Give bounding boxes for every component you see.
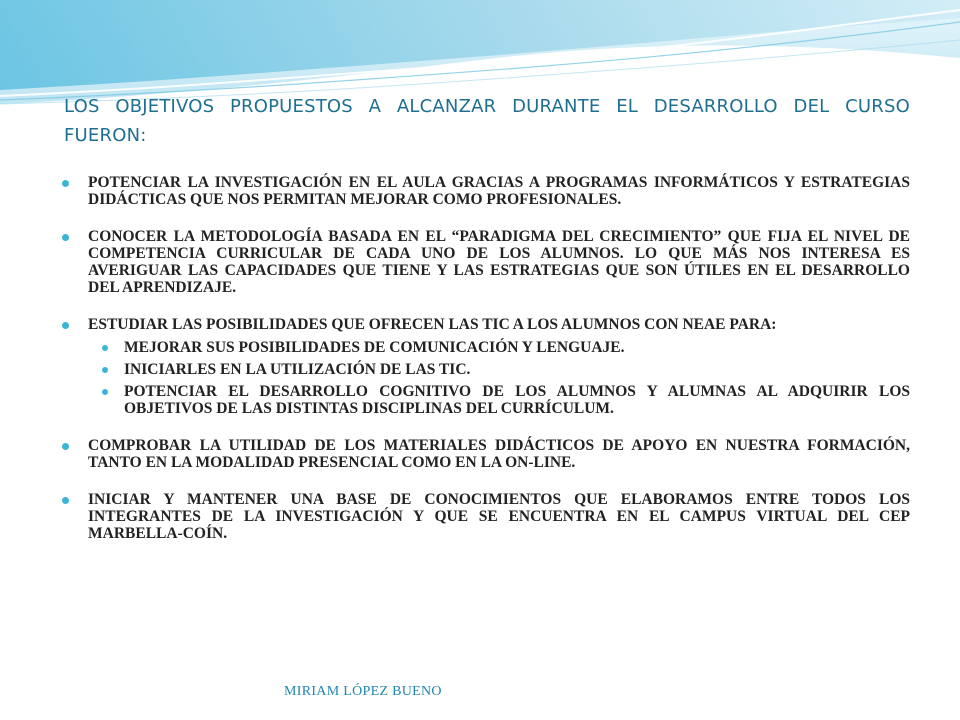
bullet-icon [62,234,69,241]
list-item-text: INICIAR Y MANTENER UNA BASE DE CONOCIMIENTOS QUE ELABORAMOS ENTRE TODOS LOS INTEGRANTES DE LA INVESTIGACIÓN Y QUE SE ENCUENTRA EN EL CAMPUS VIRTUAL DEL CEP MARBELLA-COÍN. [88,491,910,542]
list-item [62,174,910,208]
sub-list-item [88,339,910,356]
sub-list-item-text: POTENCIAR EL DESARROLLO COGNITIVO DE LOS ALUMNOS Y ALUMNAS AL ADQUIRIR LOS OBJETIVOS DE LAS DISTINTAS DISCIPLINAS DEL CURRÍCULUM. [124,383,910,417]
bullet-icon [102,389,108,395]
bullet-icon [62,443,69,450]
bullet-icon [62,497,69,504]
objectives-content [62,174,910,562]
sub-list-item [88,361,910,378]
list-item [62,316,910,417]
list-item [62,491,910,542]
bullet-icon [62,180,69,187]
bullet-icon [102,367,108,373]
list-item-text: ESTUDIAR LAS POSIBILIDADES QUE OFRECEN LAS TIC A LOS ALUMNOS CON NEAE PARA: [88,316,777,333]
list-item-text: POTENCIAR LA INVESTIGACIÓN EN EL AULA GRACIAS A PROGRAMAS INFORMÁTICOS Y ESTRATEGIAS DIDÁCTICAS QUE NOS PERMITAN MEJORAR COMO PROFESIONALES. [88,174,910,208]
list-item-text: COMPROBAR LA UTILIDAD DE LOS MATERIALES DIDÁCTICOS DE APOYO EN NUESTRA FORMACIÓN, TANTO EN LA MODALIDAD PRESENCIAL COMO EN LA ON-LINE. [88,437,910,471]
sub-list-item [88,383,910,417]
bullet-icon [102,345,108,351]
list-item [62,437,910,471]
bullet-icon [62,322,69,329]
objectives-list [62,174,910,542]
slide-title: LOS OBJETIVOS PROPUESTOS A ALCANZAR DURANTE EL DESARROLLO DEL CURSO FUERON: [64,96,910,146]
list-item-text: CONOCER LA METODOLOGÍA BASADA EN EL “PARADIGMA DEL CRECIMIENTO” QUE FIJA EL NIVEL DE COMPETENCIA CURRICULAR DE CADA UNO DE LOS ALUMNOS. LO QUE MÁS NOS INTERESA ES AVERIGUAR LAS CAPACIDADES QUE TIENE Y LAS ESTRATEGIAS QUE SON ÚTILES EN EL DESARROLLO DEL APRENDIZAJE. [88,228,910,296]
footer-author: MIRIAM LÓPEZ BUENO [284,684,442,699]
sub-list-item-text: INICIARLES EN LA UTILIZACIÓN DE LAS TIC. [124,361,471,378]
sub-list-item-text: MEJORAR SUS POSIBILIDADES DE COMUNICACIÓN Y LENGUAJE. [124,339,625,356]
sub-list [88,339,910,417]
list-item [62,228,910,296]
